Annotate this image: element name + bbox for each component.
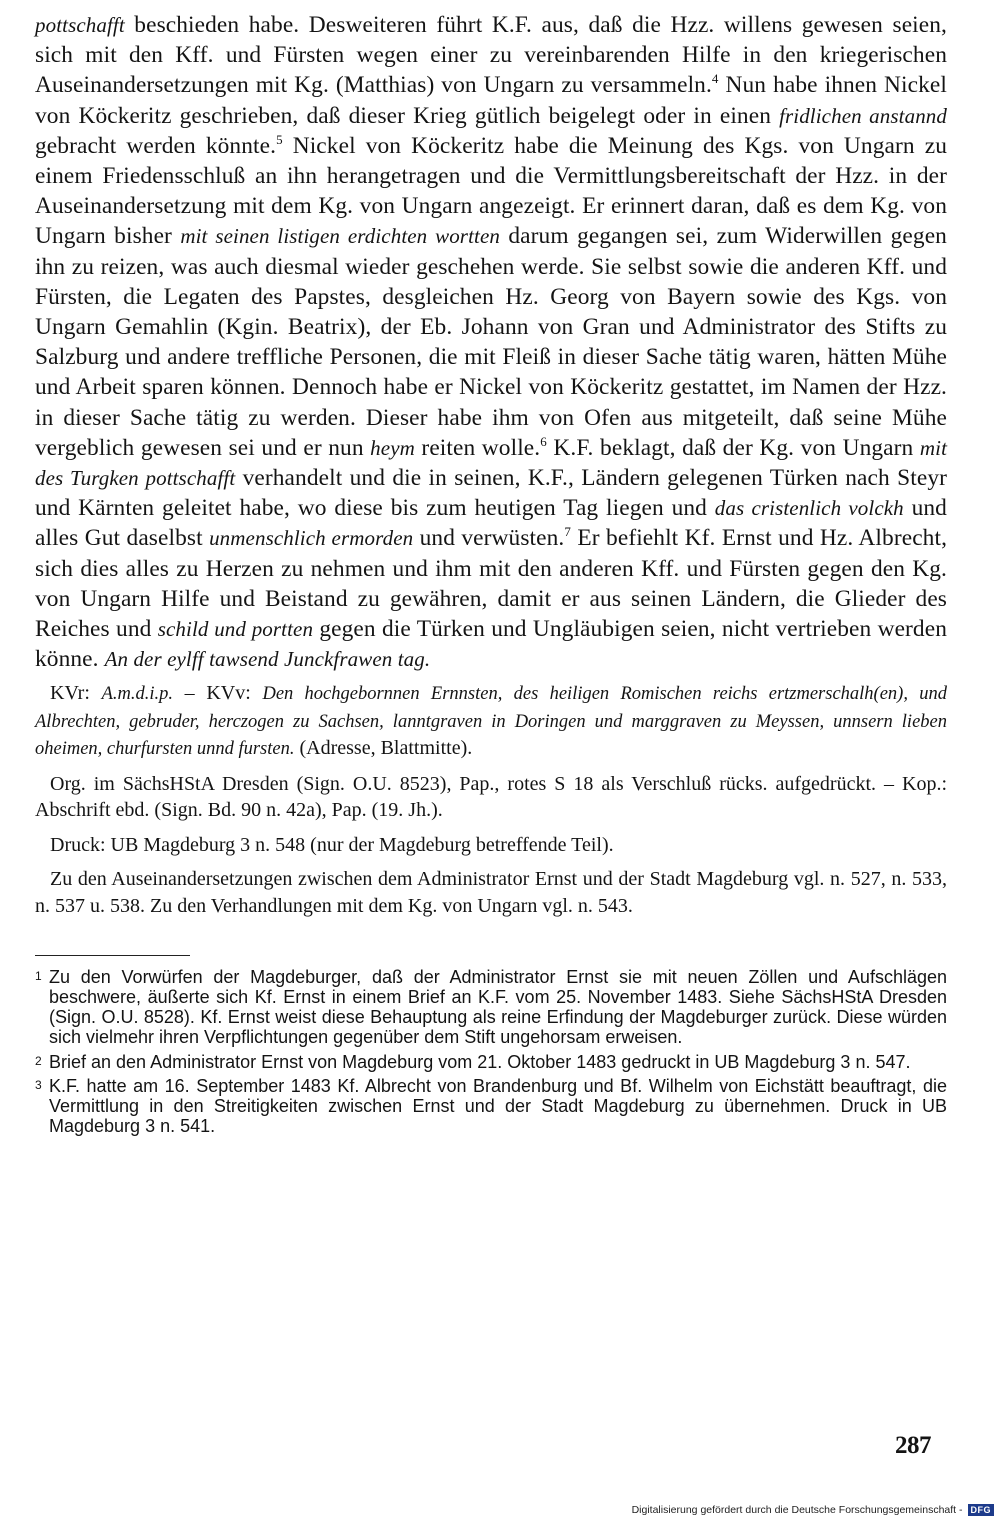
footnote-number: 3 [35, 1078, 42, 1093]
footnote [35, 968, 947, 1047]
quote-text: mit seinen listigen erdichten wortten [180, 224, 500, 249]
body-text: K.F. beklagt, daß der Kg. von Ungarn [546, 434, 920, 461]
dfg-logo-icon: DFG [968, 1504, 995, 1516]
body-text: und verwüsten. [413, 525, 565, 552]
body-text: beschieden habe. Desweiteren führt K.F. aus, daß die Hzz. willens gewesen seien, sich mit den Kff. und Fürsten wegen einer zu vereinbarenden Hilfe in den kriegerischen Auseinandersetzungen mit Kg. (Matthias) von Ungarn zu versammeln. [35, 12, 947, 99]
body-text: Nickel von Köckeritz habe die Meinung des Kgs. von Ungarn zu einem Friedensschluß an ihn herangetragen und die Vermittlungsbereitschaft der Hzz. in der Auseinandersetzung mit dem Kg. von Ungarn angezeigt. Er erinnert daran, daß es dem Kg. von Ungarn bisher [35, 132, 947, 250]
footnote-text: K.F. hatte am 16. September 1483 Kf. Albrecht von Brandenburg und Bf. Wilhelm von Eichstätt beauftragt, die Vermittlung in den Streitigkeiten zwischen Ernst und der Stadt Magdeburg zu übernehmen. Druck in UB Magdeburg 3 n. 541. [49, 1076, 947, 1137]
print-note: Druck: UB Magdeburg 3 n. 548 (nur der Magdeburg betreffende Teil). [50, 833, 614, 856]
footnote-text: Brief an den Administrator Ernst von Magdeburg vom 21. Oktober 1483 gedruckt in UB Magdeburg 3 n. 547. [49, 1051, 911, 1072]
footnotes [35, 968, 947, 1136]
footnote-text: Zu den Vorwürfen der Magdeburger, daß der Administrator Ernst sie mit neuen Zöllen und Aufschlägen beschwere, äußerte sich Kf. Ernst in einem Brief an K.F. vom 25. November 1483. Siehe SächsHStA Dresden (Sign. O.U. 8528). Kf. Ernst weist diese Behauptung als reine Erfindung der Magdeburger zurück. Diese würden sich vielmehr ihren Verpflichtungen gegenüber dem Stift ungehorsam erweisen. [49, 967, 947, 1047]
footnote-ref[interactable]: 4 [711, 71, 719, 87]
address-note [35, 680, 947, 763]
quote-text: unmenschlich ermorden [209, 526, 414, 551]
regest-body-text [35, 10, 947, 674]
kvv-text: Den hochgebornnen Ernnsten, des heiligen Romischen reichs ertzmerschalh(en), und Albrechten, gebruder, herczogen zu Sachsen, lanntgraven in Doringen und marggraven zu Meyssen, unnsern lieben oheimen, churfursten unnd fursten. [35, 684, 948, 760]
quote-text: schild und portten [157, 617, 314, 642]
kvv-label: – KVv: [173, 682, 263, 705]
footnote-number: 1 [35, 969, 42, 984]
body-text: reiten wolle. [414, 434, 541, 461]
body-text: Nun habe ihnen Nickel von Köckeritz geschrieben, daß dieser Krieg gütlich beigelegt oder in einen [35, 72, 947, 129]
body-text: und alles Gut daselbst [35, 495, 947, 552]
footnote-ref[interactable]: 7 [564, 524, 571, 540]
context-note: Zu den Auseinandersetzungen zwischen dem Administrator Ernst und der Stadt Magdeburg vgl. n. 527, n. 533, n. 537 u. 538. Zu den Verhandlungen mit dem Kg. von Ungarn vgl. n. 543. [35, 868, 947, 917]
original-note: Org. im SächsHStA Dresden (Sign. O.U. 8523), Pap., rotes S 18 als Verschluß rücks. aufgedrückt. – Kop.: Abschrift ebd. (Sign. Bd. 90 n. 42a), Pap. (19. Jh.). [35, 772, 947, 822]
funding-notice [632, 1504, 994, 1516]
page-number: 287 [895, 1432, 931, 1459]
kvv-note: (Adresse, Blattmitte). [294, 737, 473, 760]
quote-text: heym [370, 435, 415, 460]
quote-text: fridlichen anstannd [779, 103, 947, 128]
body-text: gegen die Türken und Ungläubigen seien, nicht vertrieben werden könne. [35, 616, 948, 673]
date-line: An der eylff tawsend Junckfrawen tag. [104, 647, 431, 672]
kvr-label: KVr: [50, 682, 102, 705]
footnote [35, 1077, 947, 1136]
body-text: verhandelt und die in seinen, K.F., Ländern gelegenen Türken nach Steyr und Kärnten geleitet habe, wo diese bis zum heutigen Tag liegen und [35, 465, 948, 522]
body-text: gebracht werden könnte. [35, 132, 277, 159]
footnote-number: 2 [35, 1053, 42, 1068]
footnote-ref[interactable]: 5 [276, 131, 283, 147]
critical-apparatus [35, 680, 947, 919]
document-page [35, 10, 947, 1142]
footnote-divider [35, 955, 190, 956]
footnote-ref[interactable]: 6 [540, 433, 547, 449]
quote-text: das cristenlich volckh [714, 496, 904, 521]
body-text: darum gegangen sei, zum Widerwillen gegen ihn zu reizen, was auch diesmal wieder geschehen werde. Sie selbst sowie die anderen Kff. und Fürsten, die Legaten des Papstes, desgleichen Hz. Georg von Bayern sowie des Kgs. von Ungarn Gemahlin (Kgin. Beatrix), der Eb. Johann von Gran und Administrator des Stifts zu Salzburg und andere treffliche Personen, die mit Fleiß in dieser Sache tätig waren, hätten Mühe und Arbeit sparen können. Dennoch habe er Nickel von Köckeritz gestattet, im Namen der Hzz. in dieser Sache tätig zu werden. Dieser habe ihm von Ofen aus mitgeteilt, daß seine Mühe vergeblich gewesen sei und er nun [35, 223, 947, 461]
kvr-text: A.m.d.i.p. [101, 684, 174, 705]
quote-text: mit des Turgken pottschafft [35, 435, 948, 491]
body-text: Er befiehlt Kf. Ernst und Hz. Albrecht, sich dies alles zu Herzen zu nehmen und ihm mit den anderen Kff. und Fürsten gegen den Kg. von Ungarn Hilfe und Beistand zu gewähren, damit er aus seinen Ländern, die Glieder des Reiches und [35, 525, 948, 643]
quote-text: pottschafft [35, 13, 125, 37]
funding-text: Digitalisierung gefördert durch die Deutsche Forschungsgemeinschaft - [631, 1504, 963, 1516]
footnote [35, 1053, 947, 1073]
